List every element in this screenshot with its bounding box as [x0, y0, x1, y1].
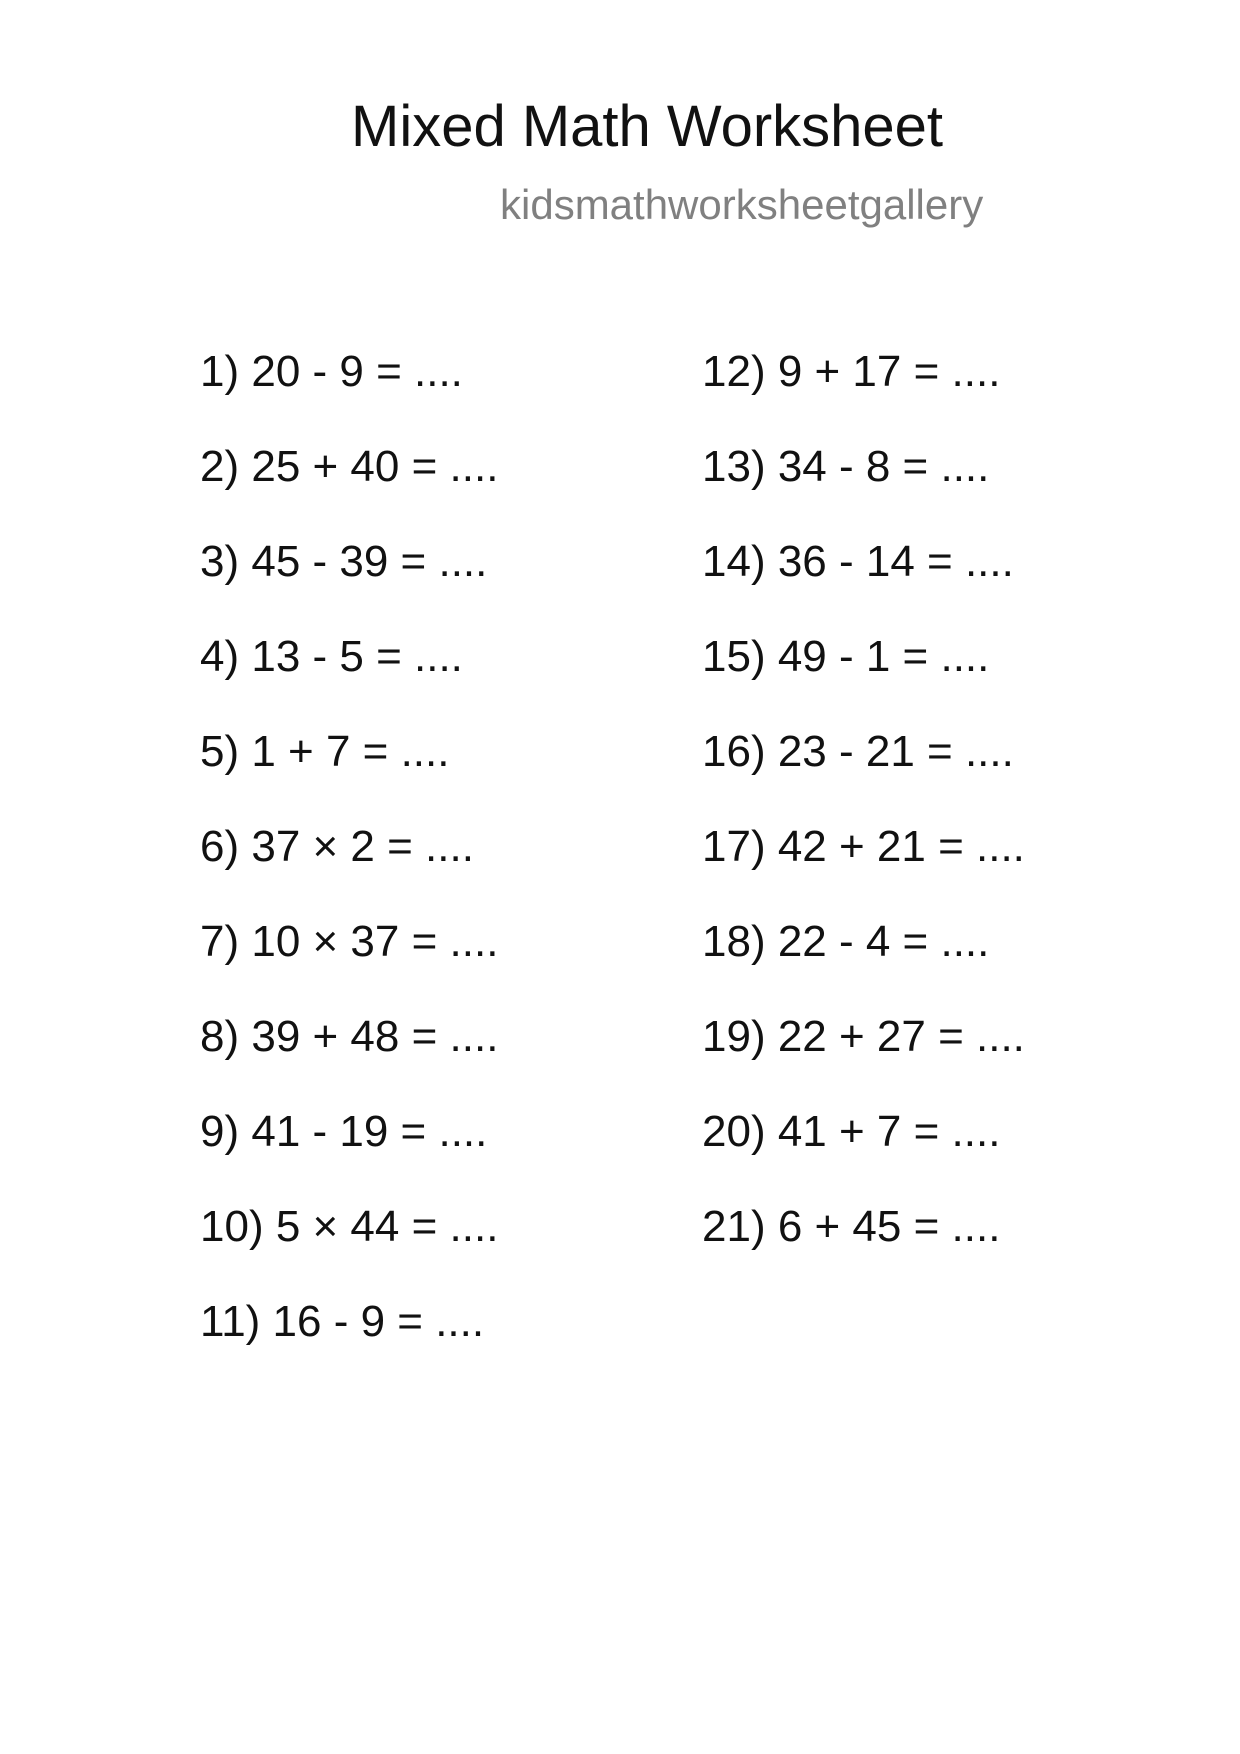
problem-13: 13) 34 - 8 = ....: [702, 442, 990, 491]
problem-11: 11) 16 - 9 = ....: [200, 1297, 485, 1346]
problem-14: 14) 36 - 14 = ....: [702, 537, 1014, 586]
problem-5: 5) 1 + 7 = ....: [200, 727, 450, 776]
problem-19: 19) 22 + 27 = ....: [702, 1012, 1025, 1061]
problem-16: 16) 23 - 21 = ....: [702, 727, 1014, 776]
problem-10: 10) 5 × 44 = ....: [200, 1202, 499, 1251]
problem-18: 18) 22 - 4 = ....: [702, 917, 990, 966]
problem-15: 15) 49 - 1 = ....: [702, 632, 990, 681]
problem-21: 21) 6 + 45 = ....: [702, 1202, 1001, 1251]
problem-6: 6) 37 × 2 = ....: [200, 822, 474, 871]
problem-20: 20) 41 + 7 = ....: [702, 1107, 1001, 1156]
problem-3: 3) 45 - 39 = ....: [200, 537, 488, 586]
problem-4: 4) 13 - 5 = ....: [200, 632, 463, 681]
problem-7: 7) 10 × 37 = ....: [200, 917, 499, 966]
problem-column-right: [702, 347, 1025, 1300]
problem-9: 9) 41 - 19 = ....: [200, 1107, 488, 1156]
problem-2: 2) 25 + 40 = ....: [200, 442, 499, 491]
problem-column-left: [200, 347, 499, 1395]
problem-12: 12) 9 + 17 = ....: [702, 347, 1001, 396]
problem-17: 17) 42 + 21 = ....: [702, 822, 1025, 871]
page-subtitle: kidsmathworksheetgallery: [500, 181, 984, 228]
page-title: Mixed Math Worksheet: [351, 94, 944, 159]
problem-8: 8) 39 + 48 = ....: [200, 1012, 499, 1061]
problem-1: 1) 20 - 9 = ....: [200, 347, 463, 396]
